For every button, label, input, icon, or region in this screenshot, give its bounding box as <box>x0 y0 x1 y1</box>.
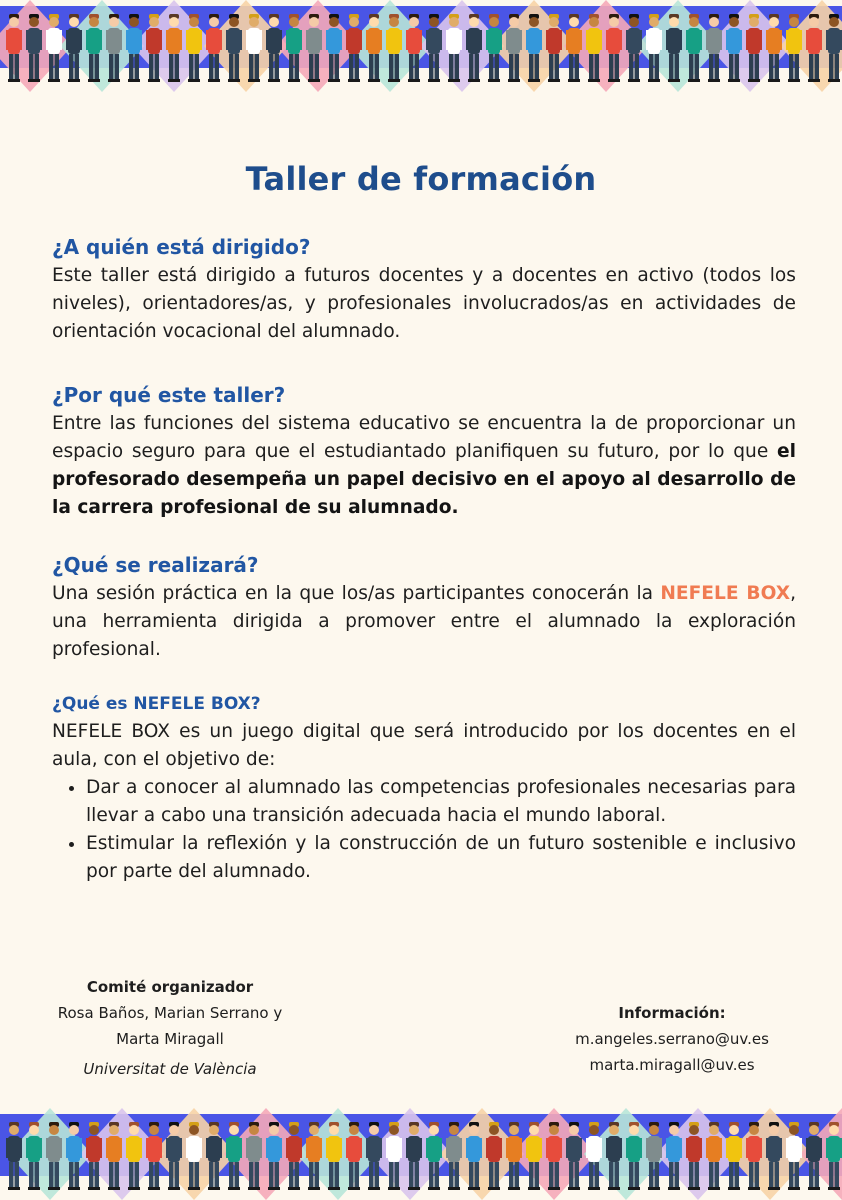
email-link-2[interactable]: marta.miragall@uv.es <box>589 1056 755 1074</box>
university-name: Universitat de València <box>83 1060 257 1078</box>
what-text-before: Una sesión práctica en la que los/as participantes conocerán la <box>52 583 661 604</box>
nefele-box-highlight: NEFELE BOX <box>660 583 791 604</box>
section-heading-nefele: ¿Qué es NEFELE BOX? <box>52 694 261 714</box>
top-banner-professionals <box>0 0 842 92</box>
info-heading: Información: <box>618 1004 726 1022</box>
contact-info <box>540 1000 804 1078</box>
section-why <box>52 380 796 522</box>
why-text-plain: Entre las funciones del sistema educativo se encuentra la de proporcionar un espacio seguro para que el estudiantado planifiquen su futuro, por lo que <box>52 413 796 462</box>
professionals-illustration <box>0 0 842 92</box>
list-item: • Estimular la reflexión y la construcción de un futuro sostenible e inclusivo por parte del alumnado. <box>86 830 796 886</box>
section-text-what <box>52 580 796 664</box>
objectives-list <box>52 774 796 886</box>
section-text-who: Este taller está dirigido a futuros docentes y a docentes en activo (todos los niveles), orientadores/as, y profesionales involucrados/as en actividades de orientación vocacional del alumnado. <box>52 265 796 342</box>
professionals-illustration <box>0 1108 842 1200</box>
section-text-why <box>52 410 796 522</box>
bottom-banner-professionals <box>0 1108 842 1200</box>
section-text-nefele: NEFELE BOX es un juego digital que será introducido por los docentes en el aula, con el objetivo de: <box>52 721 796 770</box>
section-who <box>52 232 796 346</box>
committee-line-1: Rosa Baños, Marian Serrano y <box>57 1004 283 1022</box>
what-text-after: , una herramienta dirigida a promover entre el alumnado la exploración profesional. <box>52 583 796 660</box>
section-heading-who: ¿A quién está dirigido? <box>52 235 311 259</box>
why-text-bold: el profesorado desempeña un papel decisivo en el apoyo al desarrollo de la carrera profesional de su alumnado. <box>52 441 796 518</box>
page-title: Taller de formación <box>245 160 597 198</box>
email-link-1[interactable]: m.angeles.serrano@uv.es <box>575 1030 769 1048</box>
section-what <box>52 550 796 664</box>
committee-heading: Comité organizador <box>86 978 254 996</box>
committee-line-2: Marta Miragall <box>116 1030 224 1048</box>
organizing-committee <box>20 974 320 1082</box>
section-heading-why: ¿Por qué este taller? <box>52 383 286 407</box>
section-nefele <box>52 690 796 886</box>
list-item: • Dar a conocer al alumnado las competencias profesionales necesarias para llevar a cabo una transición adecuada hacia el mundo laboral. <box>86 774 796 830</box>
section-heading-what: ¿Qué se realizará? <box>52 553 259 577</box>
